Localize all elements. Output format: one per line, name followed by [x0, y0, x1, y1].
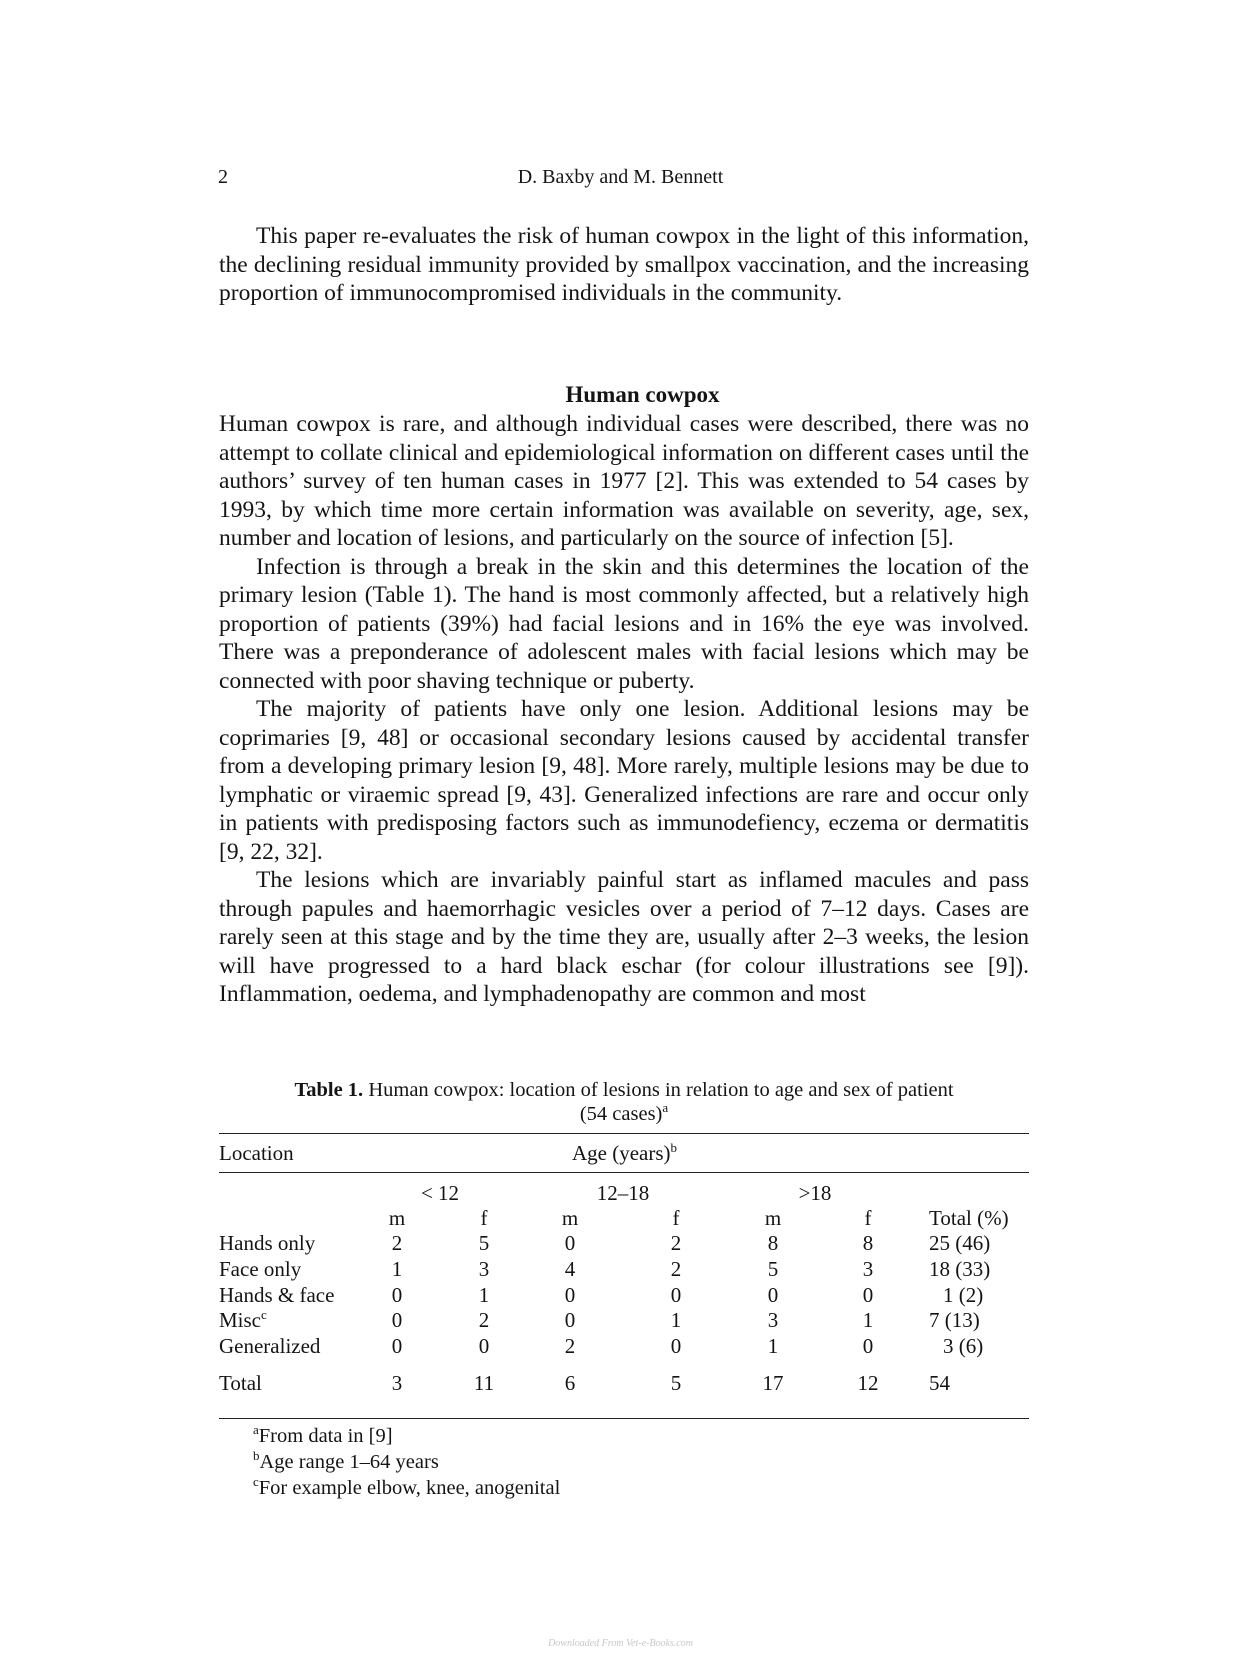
total-row-cell: 5: [670, 1371, 682, 1395]
table-cell: 3: [767, 1308, 779, 1332]
total-column-header: Total (%): [929, 1206, 1009, 1230]
table-top-rule: [219, 1133, 1029, 1134]
footnote: $^c$For example elbow, knee, anogenital: [253, 1474, 561, 1499]
intro-section: [219, 222, 1029, 308]
sex-column-header: m: [764, 1206, 782, 1230]
table-cell: 0: [564, 1283, 576, 1307]
table-cell: 0: [478, 1334, 490, 1358]
table-cell: 0: [564, 1308, 576, 1332]
age-group-header: 12–18: [596, 1181, 650, 1205]
table-cell: 0: [670, 1283, 682, 1307]
location-column-header: Location: [219, 1141, 294, 1165]
table-row-total: 25 (46): [929, 1231, 991, 1255]
total-row-cell: 11: [473, 1371, 495, 1395]
table-cell: 5: [478, 1231, 490, 1255]
grand-total: 54: [929, 1371, 950, 1395]
total-row-cell: 17: [762, 1371, 784, 1395]
table-caption: [219, 1078, 1029, 1126]
table-row-total: 3 (6): [943, 1334, 984, 1358]
sex-column-header: f: [864, 1206, 872, 1230]
table-row-label: Face only: [219, 1257, 302, 1281]
table-bottom-rule: [219, 1418, 1029, 1419]
body-paragraph: The majority of patients have only one lesion. Additional lesions may be coprimaries [9, 48] or occasional secondary lesions caused by accidental transfer from a developing primary lesion [9, 48]. More rarely, multiple lesions may be due to lymphatic or viraemic spread [9, 43]. Generalized infections are rare and occur only in patients with predisposing factors such as immunodefiency, eczema or dermatitis [9, 22, 32].: [219, 696, 1029, 865]
table-header-rule: [219, 1172, 1029, 1173]
table-row-total: 18 (33): [929, 1257, 991, 1281]
table-cell: 0: [862, 1283, 874, 1307]
intro-paragraph: This paper re-evaluates the risk of human cowpox in the light of this information, the declining residual immunity provided by smallpox vaccination, and the increasing proportion of immunocompromised individuals in the community.: [219, 223, 1029, 306]
table-cell: 2: [670, 1231, 682, 1255]
age-column-header: Age (years)$^b$: [572, 1140, 678, 1165]
table-cell: 0: [391, 1283, 403, 1307]
table-row-label: Hands only: [219, 1231, 316, 1255]
table-cell: 4: [564, 1257, 576, 1281]
table-cell: 0: [564, 1231, 576, 1255]
table-cell: 5: [767, 1257, 779, 1281]
page-number: 2: [218, 166, 228, 188]
sex-column-header: f: [480, 1206, 488, 1230]
table-row-total: 7 (13): [929, 1308, 980, 1332]
table-caption-line2: (54 cases): [579, 1103, 663, 1125]
body-paragraph: The lesions which are invariably painful start as inflamed macules and pass through papules and haemorrhagic vesicles over a period of 7–12 days. Cases are rarely seen at this stage and by the time they are, usually after 2–3 weeks, the lesion will have progressed to a hard black eschar (for colour illustrations see [9]). Inflammation, oedema, and lymphadenopathy are common and most: [219, 867, 1029, 1007]
body-paragraph: Infection is through a break in the skin and this determines the location of the primary lesion (Table 1). The hand is most commonly affected, but a relatively high proportion of patients (39%) had facial lesions and in 16% the eye was involved. There was a preponderance of adolescent males with facial lesions which may be connected with poor shaving technique or puberty.: [219, 553, 1029, 694]
page-header: [0, 166, 1241, 196]
table-label: Table 1.: [294, 1079, 364, 1101]
table-caption-footnote-mark: a: [662, 1100, 669, 1116]
table-cell: 0: [670, 1334, 682, 1358]
total-row-cell: 12: [857, 1371, 879, 1395]
table-footnotes: [253, 1424, 560, 1502]
running-head: D. Baxby and M. Bennett: [517, 166, 724, 188]
age-group-header: >18: [798, 1181, 832, 1205]
table-cell: 0: [767, 1283, 779, 1307]
table-cell: 2: [670, 1257, 682, 1281]
table-cell: 1: [862, 1308, 874, 1332]
footnote: $^a$From data in [9]: [253, 1422, 393, 1447]
table-cell: 8: [862, 1231, 874, 1255]
table-row-label: Hands & face: [219, 1283, 335, 1307]
sex-column-header: m: [388, 1206, 406, 1230]
sex-column-header: m: [561, 1206, 579, 1230]
human-cowpox-section: [219, 380, 1029, 1009]
section-title: Human cowpox: [565, 382, 720, 407]
table-cell: 2: [478, 1308, 490, 1332]
age-group-header: < 12: [420, 1181, 460, 1205]
table-cell: 1: [670, 1308, 682, 1332]
table-caption-text: Human cowpox: location of lesions in relation to age and sex of patient: [368, 1079, 954, 1101]
table-row-label: Generalized: [219, 1334, 321, 1358]
table-cell: 1: [391, 1257, 403, 1281]
table-cell: 8: [767, 1231, 779, 1255]
table-cell: 1: [767, 1334, 779, 1358]
total-row-cell: 6: [564, 1371, 576, 1395]
body-paragraph: Human cowpox is rare, and although individual cases were described, there was no attempt to collate clinical and epidemiological information on different cases until the authors’ survey of ten human cases in 1977 [2]. This was extended to 54 cases by 1993, by which time more certain information was available on severity, age, sex, number and location of lesions, and particularly on the source of infection [5].: [219, 411, 1029, 551]
total-row-label: Total: [219, 1371, 262, 1395]
table-cell: 0: [391, 1334, 403, 1358]
footnote: $^b$Age range 1–64 years: [253, 1448, 439, 1473]
table-cell: 0: [862, 1334, 874, 1358]
watermark: Downloaded From Vet-e-Books.com: [548, 1638, 693, 1649]
total-row-cell: 3: [391, 1371, 403, 1395]
table-cell: 0: [391, 1308, 403, 1332]
table-cell: 2: [564, 1334, 576, 1358]
table-cell: 3: [862, 1257, 874, 1281]
table-row-label: Misc$^c$: [219, 1307, 267, 1332]
table-cell: 1: [478, 1283, 490, 1307]
table-cell: 3: [478, 1257, 490, 1281]
table-cell: 2: [391, 1231, 403, 1255]
sex-column-header: f: [672, 1206, 680, 1230]
table-row-total: 1 (2): [943, 1283, 984, 1307]
